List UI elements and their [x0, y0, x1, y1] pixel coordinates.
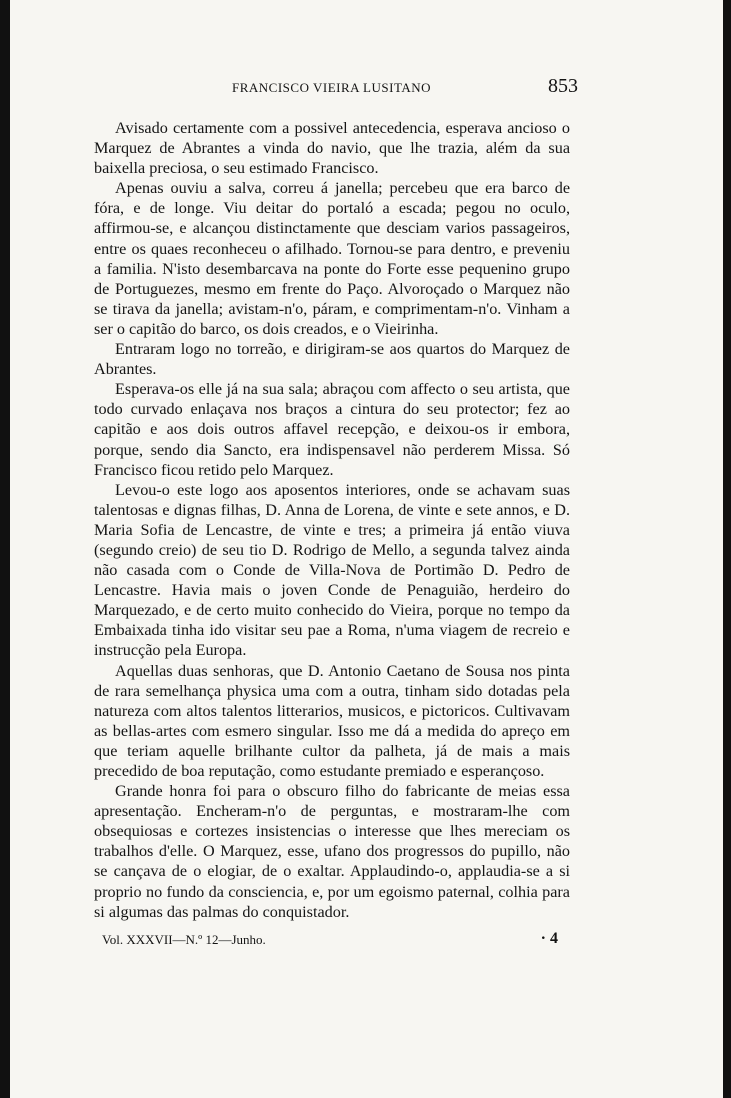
running-title: FRANCISCO VIEIRA LUSITANO	[232, 80, 432, 95]
scan-border-left	[0, 0, 10, 1098]
paragraph: Avisado certamente com a possivel antecedencia, esperava ancioso o Marquez de Abrantes a vinda do navio, que lhe trazia, além da sua baixella preciosa, o seu estimado Francisco.	[94, 119, 570, 178]
paragraph: Entraram logo no torreão, e dirigiram-se aos quartos do Marquez de Abrantes.	[94, 340, 570, 379]
running-header	[10, 75, 723, 104]
page-number: 853	[548, 75, 578, 97]
body-text	[94, 118, 570, 922]
paragraph: Esperava-os elle já na sua sala; abraçou com affecto o seu artista, que todo curvado enlaçava nos braços a cintura do seu protector; fez ao capitão e aos dois outros affavel recepção, e deixou-os ir embora, porque, sendo dia Sancto, era indispensavel não perderem Missa. Só Francisco ficou retido pelo Marquez.	[94, 380, 570, 479]
volume-signature: Vol. XXXVII—N.º 12—Junho.	[102, 932, 266, 947]
sheet-mark: · 4	[540, 930, 558, 947]
scan-border-right	[723, 0, 731, 1098]
book-page	[10, 0, 723, 1098]
paragraph: Grande honra foi para o obscuro filho do fabricante de meias essa apresentação. Encheram-n'o de perguntas, e mostraram-lhe com obsequiosas e cortezes insistencias o interesse que lhes mereciam os trabalhos d'elle. O Marquez, esse, ufano dos progressos do pupillo, não se cançava de o elogiar, de o exaltar. Applaudindo-o, applaudia-se a si proprio no fundo da consciencia, e, por um egoismo paternal, colhia para si algumas das palmas do conquistador.	[94, 782, 570, 921]
paragraph: Apenas ouviu a salva, correu á janella; percebeu que era barco de fóra, e de longe. Viu deitar do portaló a escada; pegou no oculo, affirmou-se, e alcançou distinctamente que desciam varios passageiros, entre os quaes reconheceu o afilhado. Tornou-se para dentro, e preveniu a familia. N'isto desembarcava na ponte do Forte esse pequenino grupo de Portuguezes, mesmo em frente do Paço. Alvoroçado o Marquez não se tirava da janella; avistam-n'o, páram, e comprimentam-n'o. Vinham a ser o capitão do barco, os dois creados, e o Vieirinha.	[94, 179, 570, 338]
paragraph: Aquellas duas senhoras, que D. Antonio Caetano de Sousa nos pinta de rara semelhança physica uma com a outra, tinham sido dotadas pela natureza com altos talentos litterarios, musicos, e pictoricos. Cultivavam as bellas-artes com esmero singular. Isso me dá a medida do apreço em que teriam aquelle brilhante cultor da palheta, já de mais a mais precedido de boa reputação, como estudante premiado e esperançoso.	[94, 661, 570, 780]
paragraph: Levou-o este logo aos aposentos interiores, onde se achavam suas talentosas e dignas filhas, D. Anna de Lorena, de vinte e sete annos, e D. Maria Sofia de Lencastre, de vinte e tres; a primeira já então viuva (segundo creio) de seu tio D. Rodrigo de Mello, a segunda talvez ainda não casada com o Conde de Villa-Nova de Portimão D. Pedro de Lencastre. Havia mais o joven Conde de Penaguião, herdeiro do Marquezado, e de certo muito conhecido do Vieira, porque no tempo da Embaixada tinha ido visitar seu pae a Roma, n'uma viagem de recreio e instrucção pela Europa.	[94, 480, 570, 660]
page-footer	[94, 932, 570, 952]
